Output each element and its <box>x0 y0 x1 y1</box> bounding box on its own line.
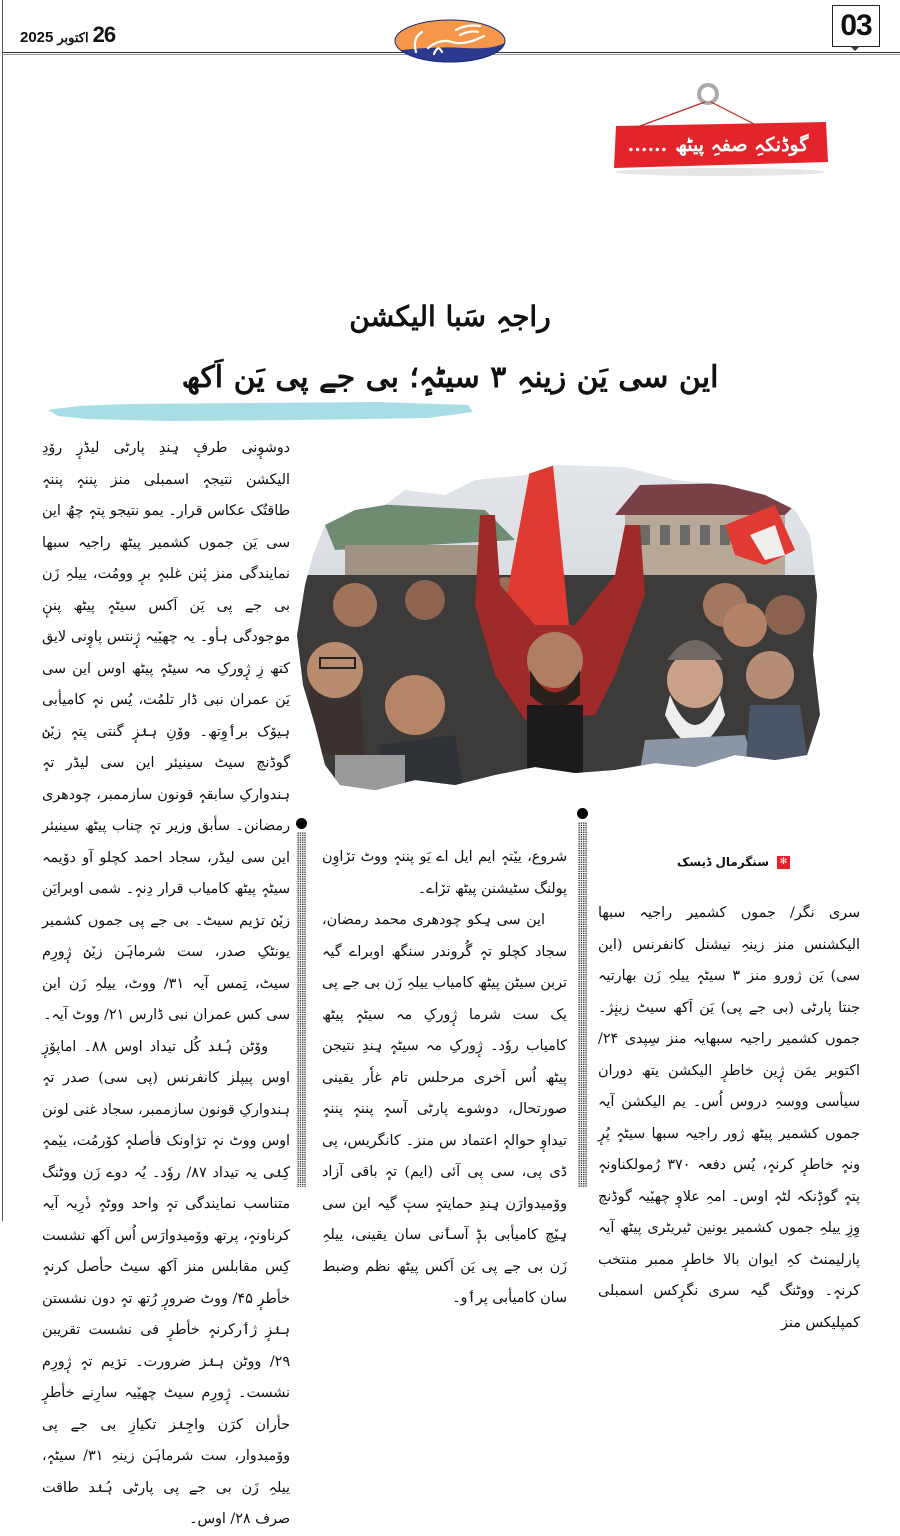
article-paragraph: شروع، ییٚتہٕ ایم ایل اے یَو پننہٕ ووٹ ترٚاوِن پولنگ سٹیشنن پیٹھ ترٚاے۔ <box>322 849 567 897</box>
headline-brush-stroke <box>48 400 473 422</box>
article-column-right <box>598 898 860 1339</box>
section-tag-ellipsis: ...... <box>627 134 668 156</box>
article-paragraph: سری نگر/ جموں کشمیر راجیہ سبھا الیکشنس منز زینہِ نیشنل کانفرنس (این سی) یَن ژورو منز ۳ سیٹہٕ ییلہِ زَن بھارتیہ جنتا پارٹی (بی جے پی) یَن اَکھ سیٹ زینٕژ۔ جموں کشمیر راجیہ سبھایہ منز سِپدی ۲۴/ اکتوبر یمَن ژٕین خاطرٕ الیکشن یتھ دوران سیأسی ووسہِ دروس اُس۔ یم الیکشن آیہ جموں کشمیر پیٹھ ژور راجیہ سبھا سیٹہٕ پُرٕ ونہٕ خاطرٕ کرنہٕ، یُس دفعہ ۳۷۰ رُمولکناونہٕ پتہٕ گوڈٕنکہ لٹہٕ اوس۔ امہِ علاوٕ چھیٚیہ گوڈنچ وِزِ ییلہِ جموں کشمیر یونین ٹیریٹری پیٹھ آیہ پارلیمنٹ کہِ ایوان بالا خاطرٕ ممبر منتخب کرنہٕ۔ ووٹنگ گیہ سری نگرٕکس اسمبلی کمپلیکس منز <box>598 905 860 1331</box>
masthead-logo[interactable] <box>394 18 506 64</box>
page-number-pointer-icon <box>850 46 860 51</box>
article-column-middle <box>322 842 567 1315</box>
issue-date <box>20 22 115 48</box>
page-number: 03 <box>832 5 880 47</box>
article-paragraph: دوشوٕنی طرفٕ ہِندِ پارٹی لیڈرٕ روٚدِ الیکشن نتیجہٕ اسمبلی منز پننہٕ پننہٕ طاقتُک عکاس قرار۔ یمو نتیجو پتہٕ چھُ این سی یَن جموں کشمیر پیٹھ راجیہ سبھا نمایندگی منز پٔنن غلبہٕ برٕ وومُت، ییلہِ زَن بی جے پی یَن اَکس سیٹہٕ پیٹھ پننٕ مۄجودگی ہأو۔ یہ چھیٚیہ ژٕنتس پاوٕنی لایق کتھ زِ ژٕورکِ مہ سیٹہٕ پیٹھ اوس این سی یَن عمران نبی ڈار تلمُت، یُس نہٕ کامیأبی ہیوٚک برٲوِتھ۔ ووٚنِ ہنٛزٕ گنتی پتہٕ زیٚنٛ گوڈنچ سیٹ سینیئر این سی لیڈر تہٕ ہندوارکِ سابقہٕ قونون سازممبر، چودھری رمضانن۔ سأبق وزیر تہٕ چناب پیٹھ سینیئر این سی لیڈر، سجاد احمد کچلو آو دوٚیمہ سیٹہٕ پیٹھ کامیاب قرار دِنہٕ۔ شمی اوبرایَن زیٚنٛ ترٛیم سیٹ۔ بی جے پی جموں کشمیر یونٹکِ صدر، ست شرماہَن زیٚنٛ ژٕورِم سیٹ، تِمس آیہ ۳۱/ ووٹ، ییلہِ زَن این سی کس عمران نبی ڈارس ۲۱/ ووٹ آیہ۔ <box>42 440 290 1023</box>
column-separator-dot <box>296 818 307 829</box>
page-left-rule <box>2 0 3 1221</box>
date-month: اکتوبر <box>57 30 89 45</box>
section-tag <box>618 128 818 162</box>
section-tag-label: گوڈنکہِ صفہِ پیٹھ <box>675 134 809 156</box>
news-bullet-icon: ✻ <box>777 856 790 869</box>
article-headline: این سی یَن زینہِ ۳ سیٹہٕ؛ بی جے پی یَن اَکھ <box>181 360 719 395</box>
article-kicker: راجہِ سَبا الیکشن <box>349 300 551 333</box>
byline-text: سنگرمال ڈیسک <box>676 855 769 869</box>
column-separator-dot <box>577 808 588 819</box>
article-byline <box>640 855 790 869</box>
crowd-celebration-photo <box>295 455 825 800</box>
date-day: 26 <box>92 22 116 47</box>
column-separator-dotted-rule <box>297 832 306 1187</box>
article-paragraph: ووٚٹن ہُنٛد کُل تیداد اوس ۸۸۔ اماپوٚزٕ اوس پیپلز کانفرنس (پی سی) صدر تہٕ ہندوارکِ قونون سازممبر، سجاد غنی لونن اوس ووٹ نہٕ ترٛاونک فأصلہٕ کوٚرمُت، ییٚمہٕ کِنٛی یہ تیداد ۸۷/ روٗد۔ یُہ دوے زَن ووٹنگ متناسب نمایندگی تہٕ واحد ووٹہٕ ذٔرِیہ آیہ کرناونہٕ، پرتھ ووٚمیدوارَس اُس اَکھ نشست کِس مقابلس منز اَکھ سیٹ حأصل کرنہٕ خأطرٕ ۴۵/ ووٹ ضرورٕ رُتھ تہٕ دون نشستن ہنٛزٕ ژٲرکرنہٕ خأطرٕ فی نشست تقریبن ۲۹/ ووٹن ہنٛز ضرورت۔ ترٛیم تہٕ ژٕورِم نشست۔ ژٕورِم سیٹ چھیٚیہ سارِنے خأطرٕ حأران کرَن واجِنٛز تکیازِ بی جے پی ووٚمیدوار، ست شرماہَن زینہِ ۳۱/ سیٹہٕ، ییلہِ زَن بی جے پی پارٹی ہُنٛد طاقت صرف ۲۸/ اوس۔ <box>42 1038 290 1527</box>
article-column-left <box>42 433 290 1536</box>
date-year: 2025 <box>20 29 54 46</box>
article-paragraph: این سی ہِکو چودھری محمد رمضان، سجاد کچلو تہٕ گُروندر سنگھ اوبراے گیہ تربن سیٹن پیٹھ کامیاب ییلہِ زَن بی جے پی یک ست شرما ژٕورکِ مہ سیٹہٕ پیٹھ کامیاب روٗد۔ ژٕورکِ مہ سیٹہٕ ہِندِ نتیجن پیٹھ اُس اَخری مرحلس تام غاٗر یقینی صورتحال، دوشوے پارٹی آسہٕ پننہٕ پننہٕ تیداوٕ حوالہٕ اعتماد س منز۔ کانگریس، پی ڈی پی، سی پی آئی (ایم) تہٕ باقی آزاد ووٚمیدوارَن ہِندِ حمایتہٕ ستٕ گیہ این سی ہِیٚچ کامیأبی بڈٕ آسٲنی سان یقینی، ییلہِ زَن بی جے پی یَن اَکس پیٹھ نظم وضبط سان کامیأبی پرٲو۔ <box>322 912 567 1306</box>
column-separator-dotted-rule <box>578 822 587 1187</box>
